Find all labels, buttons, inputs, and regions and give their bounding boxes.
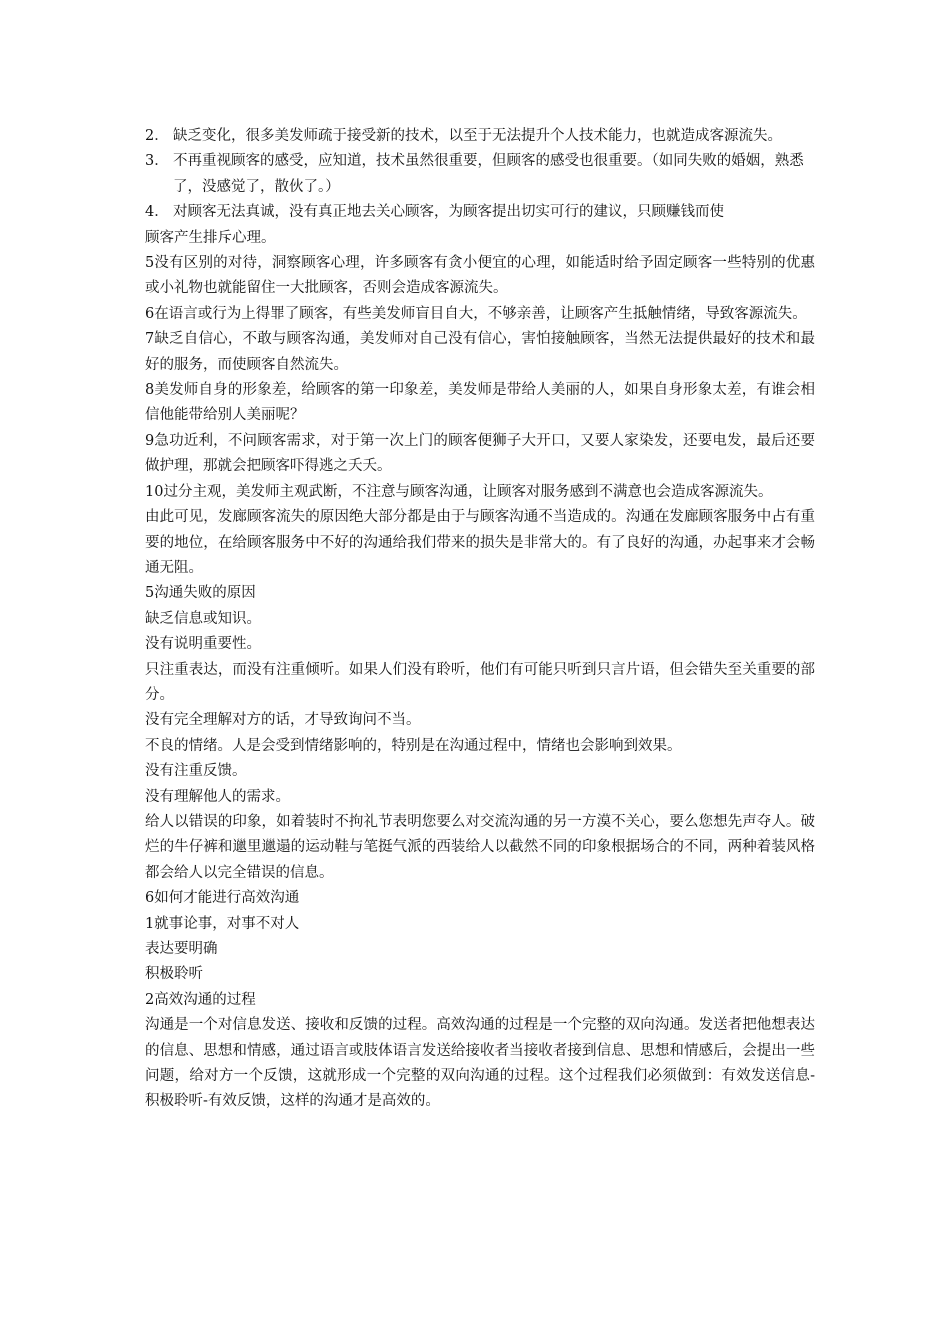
list-item	[145, 149, 815, 200]
paragraph: 不良的情绪。人是会受到情绪影响的，特别是在沟通过程中，情绪也会影响到效果。	[145, 737, 682, 754]
paragraph: 表达要明确	[145, 941, 218, 957]
document-page	[145, 124, 815, 1115]
paragraph: 8美发师自身的形象差，给顾客的第一印象差，美发师是带给人美丽的人，如果自身形象太差，有谁会相信他能带给别人美丽呢？	[145, 382, 815, 424]
list-item-text: 缺乏变化，很多美发师疏于接受新的技术，以至于无法提升个人技术能力，也就造成客源流失。	[173, 128, 782, 144]
list-number: 4．	[145, 204, 169, 221]
paragraph: 没有注重反馈。	[145, 763, 247, 780]
list-item-text: 不再重视顾客的感受，应知道，技术虽然很重要，但顾客的感受也很重要。（如同失败的婚姻，熟悉了，没感觉了，散伙了。）	[173, 153, 804, 195]
paragraph: 9急功近利，不问顾客需求，对于第一次上门的顾客便狮子大开口，又要人家染发，还要电发，最后还要做护理，那就会把顾客吓得逃之夭夭。	[145, 432, 815, 475]
paragraph: 5没有区别的对待，洞察顾客心理，许多顾客有贪小便宜的心理，如能适时给予固定顾客一些特别的优惠或小礼物也就能留住一大批顾客，否则会造成客源流失。	[145, 255, 815, 297]
paragraph: 给人以错误的印象，如着装时不拘礼节表明您要么对交流沟通的另一方漠不关心，要么您想先声夺人。破烂的牛仔裤和邋里邋遢的运动鞋与笔挺气派的西装给人以截然不同的印象根据场合的不同，两种着装风格都会给人以完全错误的信息。	[145, 813, 815, 881]
list-item-text: 对顾客无法真诚，没有真正地去关心顾客，为顾客提出切实可行的建议，只顾赚钱而使	[173, 204, 724, 221]
paragraph: 只注重表达，而没有注重倾听。如果人们没有聆听，他们有可能只听到只言片语，但会错失至关重要的部分。	[145, 661, 815, 703]
paragraph: 没有完全理解对方的话，才导致询问不当。	[145, 712, 421, 729]
paragraph: 由此可见，发廊顾客流失的原因绝大部分都是由于与顾客沟通不当造成的。沟通在发廊顾客服务中占有重要的地位，在给顾客服务中不好的沟通给我们带来的损失是非常大的。有了良好的沟通，办起事来才会畅通无阻。	[145, 509, 815, 576]
paragraph: 7缺乏自信心，不敢与顾客沟通，美发师对自己没有信心，害怕接触顾客，当然无法提供最好的技术和最好的服务，而使顾客自然流失。	[145, 331, 815, 373]
paragraph: 顾客产生排斥心理。	[145, 229, 276, 246]
paragraph: 没有说明重要性。	[145, 636, 261, 653]
list-item	[145, 124, 815, 149]
section-heading: 5沟通失败的原因	[145, 585, 256, 602]
paragraph: 缺乏信息或知识。	[145, 610, 261, 627]
paragraph: 10过分主观，美发师主观武断，不注意与顾客沟通，让顾客对服务感到不满意也会造成客源流失。	[145, 483, 773, 500]
list-number: 2．	[145, 128, 169, 144]
list-item	[145, 200, 815, 225]
subsection-heading: 1就事论事，对事不对人	[145, 915, 300, 932]
section-heading: 6如何才能进行高效沟通	[145, 890, 300, 907]
list-number: 3．	[145, 153, 169, 170]
subsection-heading: 2高效沟通的过程	[145, 991, 256, 1008]
paragraph: 积极聆听	[145, 966, 203, 983]
paragraph: 没有理解他人的需求。	[145, 788, 290, 805]
paragraph: 6在语言或行为上得罪了顾客，有些美发师盲目自大，不够亲善，让顾客产生抵触情绪，导致客源流失。	[145, 305, 807, 322]
paragraph: 沟通是一个对信息发送、接收和反馈的过程。高效沟通的过程是一个完整的双向沟通。发送者把他想表达的信息、思想和情感，通过语言或肢体语言发送给接收者当接收者接到信息、思想和情感后，会提出一些问题，给对方一个反馈，这就形成一个完整的双向沟通的过程。这个过程我们必须做到：有效发送信息-积极聆听-有效反馈，这样的沟通才是高效的。	[145, 1017, 815, 1110]
